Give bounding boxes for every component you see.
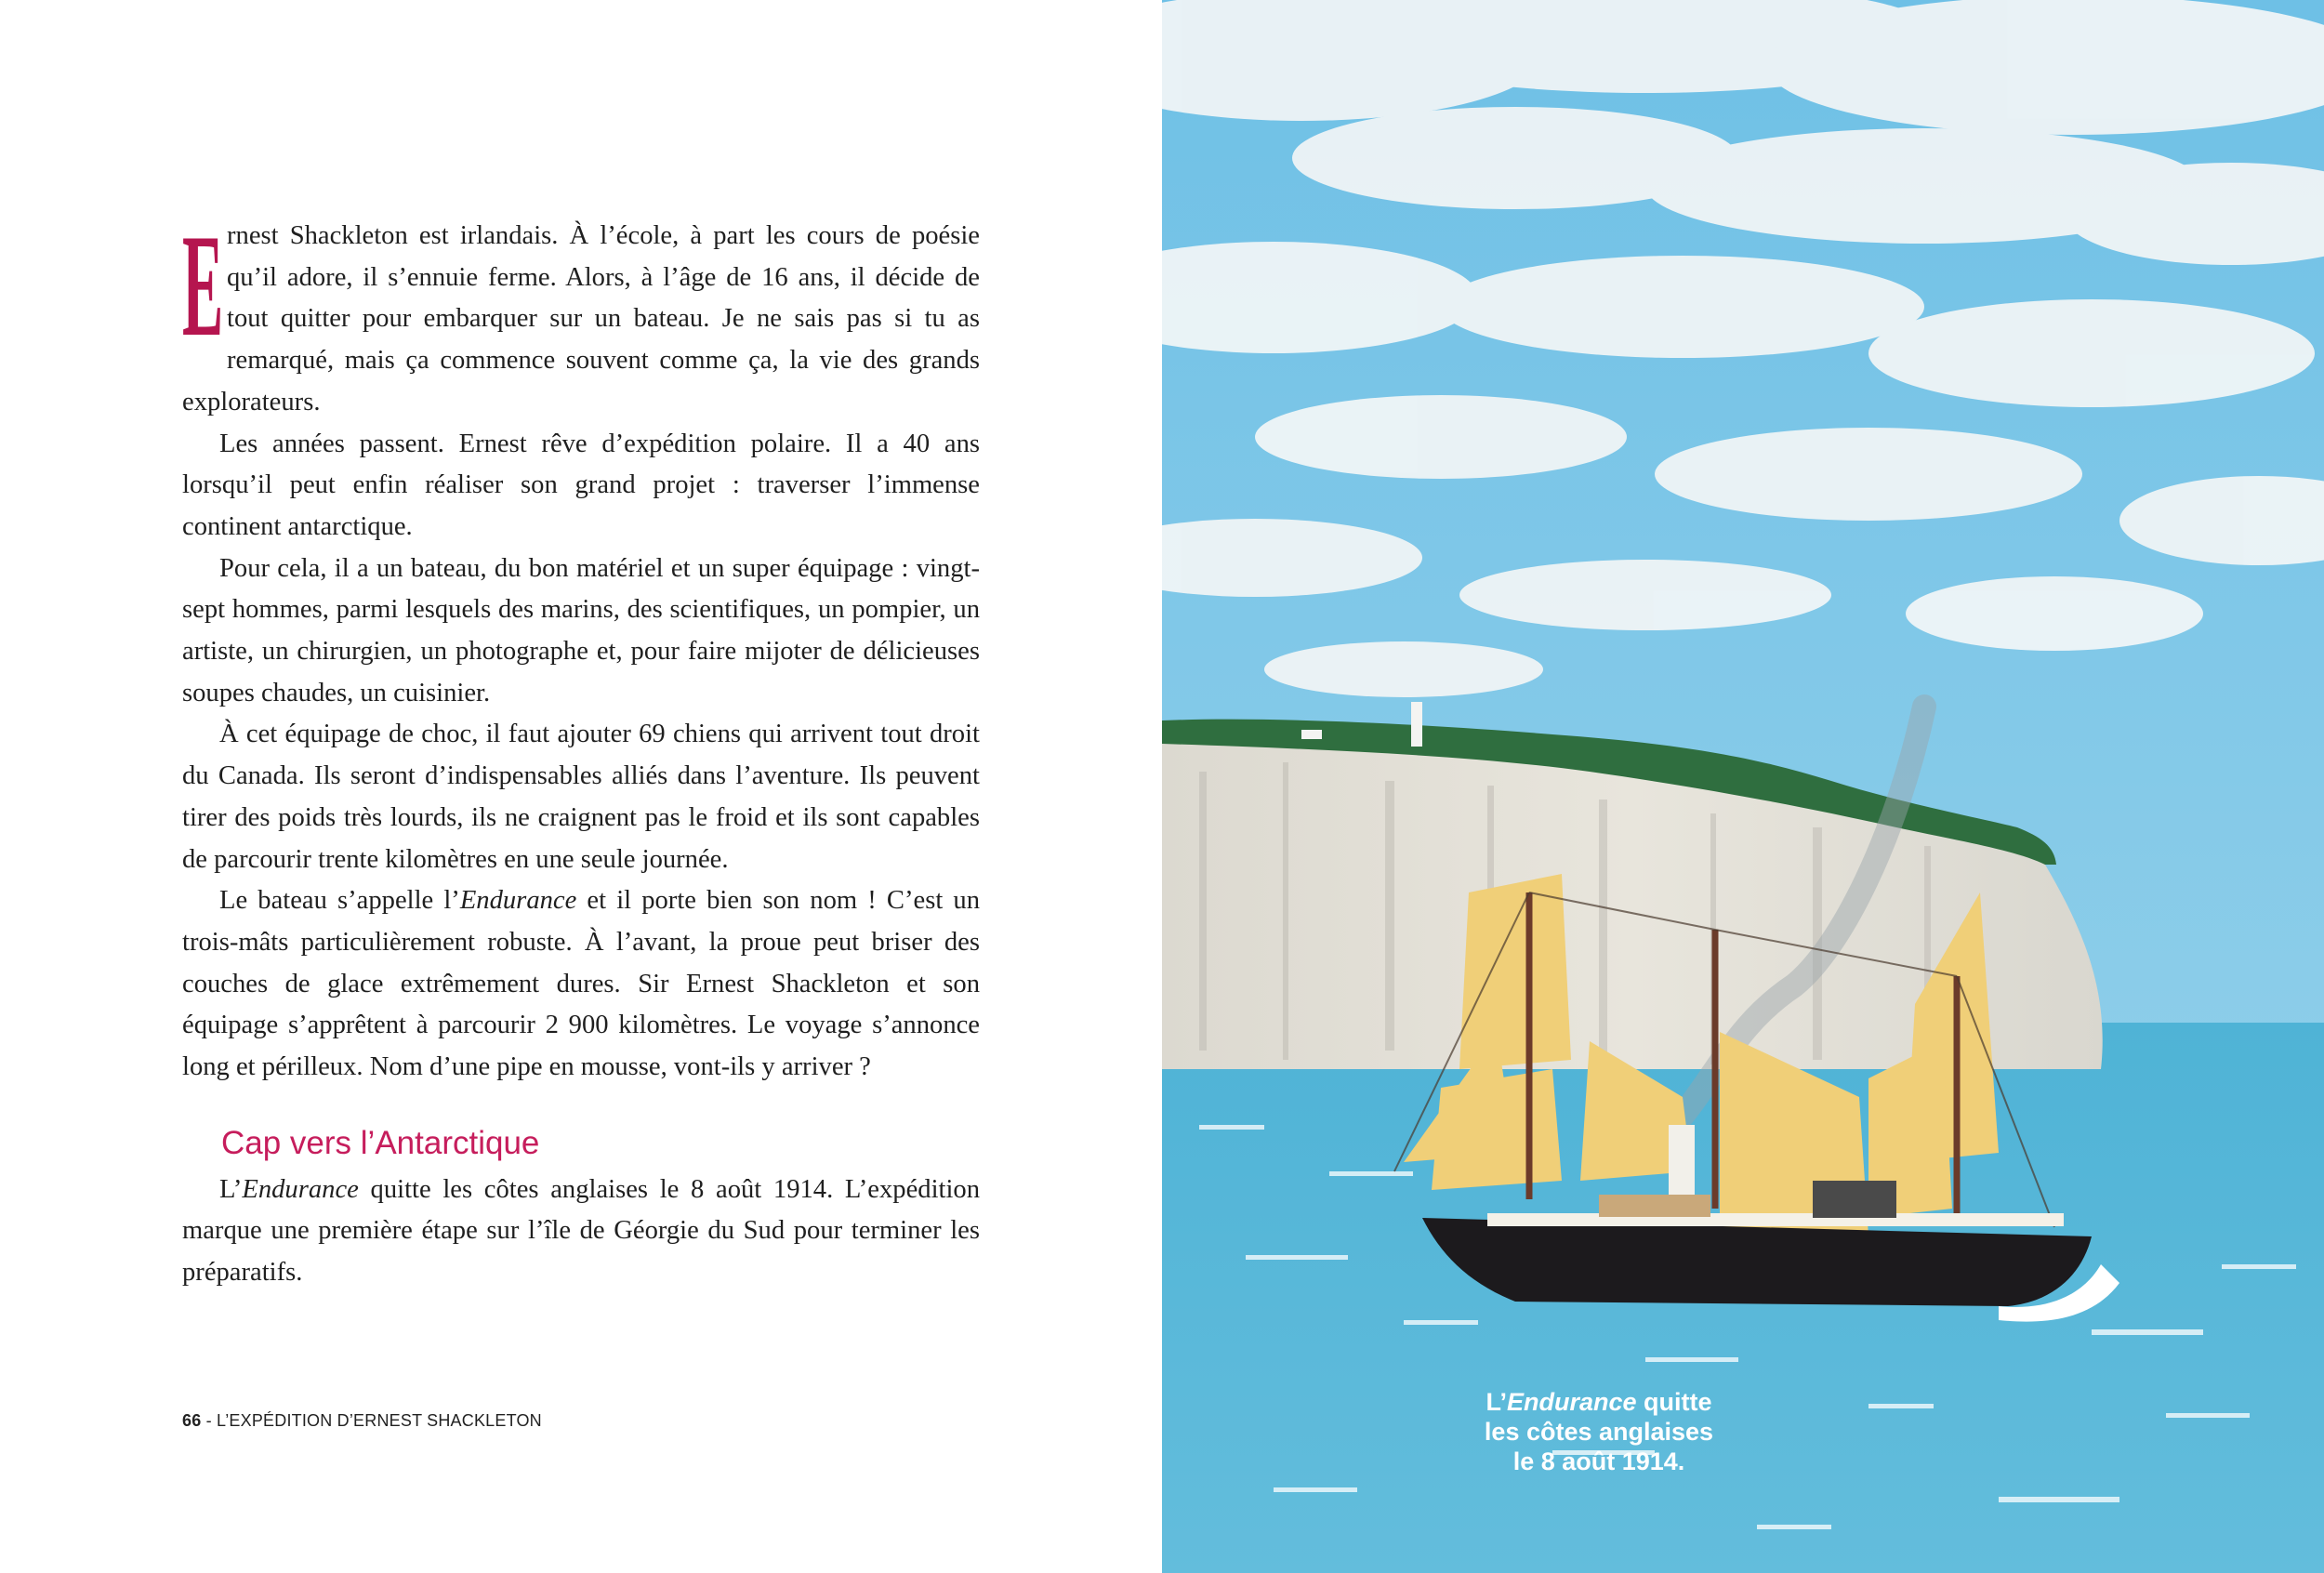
ship-name: Endurance <box>242 1174 359 1204</box>
paragraph-1-text: rnest Shackleton est irlandais. À l’école, à part les cours de poésie qu’il adore, il s’ennuie ferme. Alors, à l’âge de 16 ans, il décide de tout quitter pour embarquer sur un bateau. Je ne sais pas si tu as remarqué, mais ça commence souvent comme ça, la vie des grands explorateurs. <box>182 221 980 416</box>
paragraph-4: À cet équipage de choc, il faut ajouter 69 chiens qui arrivent tout droit du Canada. Ils seront d’indispensables alliés dans l’aventure. Ils peuvent tirer des poids très lourds, ils ne craignent pas le froid et ils sont capables de parcourir trente kilomètres en une seule journée. <box>182 720 980 874</box>
paragraph-1 <box>182 205 980 424</box>
paragraph-5-start: Le bateau s’appelle l’ <box>219 886 460 916</box>
right-page <box>1162 0 2324 1573</box>
page-footer <box>182 1411 542 1431</box>
caption-line-3: le 8 août 1914. <box>1512 1447 1685 1475</box>
drop-cap: E <box>182 205 224 367</box>
lighthouse <box>1411 702 1422 747</box>
caption-ship-name: Endurance <box>1506 1388 1637 1416</box>
running-title: - L’EXPÉDITION D’ERNEST SHACKLETON <box>201 1411 542 1430</box>
deck-band <box>1487 1213 2064 1226</box>
paragraph-3: Pour cela, il a un bateau, du bon matériel et un super équipage : vingt-sept hommes, parmi lesquels des marins, des scientifiques, un pompier, un artiste, un chirurgien, un photographe et, pour faire mijoter de délicieuses soupes chaudes, un cuisinier. <box>182 553 980 707</box>
illustration-caption <box>1441 1387 1757 1476</box>
paragraph-6-end: quitte les côtes anglaises le 8 août 1914. L’expédition marque une première étape sur l’île de Géorgie du Sud pour terminer les préparatifs. <box>182 1174 980 1288</box>
caption-line-1-start: L’ <box>1486 1388 1507 1416</box>
paragraph-2: Les années passent. Ernest rêve d’expédition polaire. Il a 40 ans lorsqu’il peut enfin réaliser son grand projet : traverser l’immense continent antarctique. <box>182 429 980 541</box>
body-text <box>182 205 980 1294</box>
paragraph-5 <box>182 880 980 1089</box>
paragraph-6 <box>182 1170 980 1294</box>
ship-name: Endurance <box>459 886 577 916</box>
paragraph-5-end: et il porte bien son nom ! C’est un trois-mâts particulièrement robuste. À l’avant, la proue peut briser des couches de glace extrêmement dures. Sir Ernest Shackleton et son équipage s’apprêtent à parcourir 2 900 kilomètres. Le voyage s’annonce long et périlleux. Nom d’une pipe en mousse, vont-ils y arriver ? <box>182 886 980 1082</box>
section-heading: Cap vers l’Antarctique <box>221 1124 540 1161</box>
page-number: 66 <box>182 1411 202 1430</box>
caption-line-2: les côtes anglaises <box>1484 1418 1714 1446</box>
caption-line-1-end: quitte <box>1636 1388 1712 1416</box>
deckhouse <box>1813 1181 1896 1218</box>
sailing-ship-illustration <box>1162 0 2324 1573</box>
paragraph-6-start: L’ <box>219 1174 243 1204</box>
caption-line-1 <box>1441 1387 1757 1417</box>
